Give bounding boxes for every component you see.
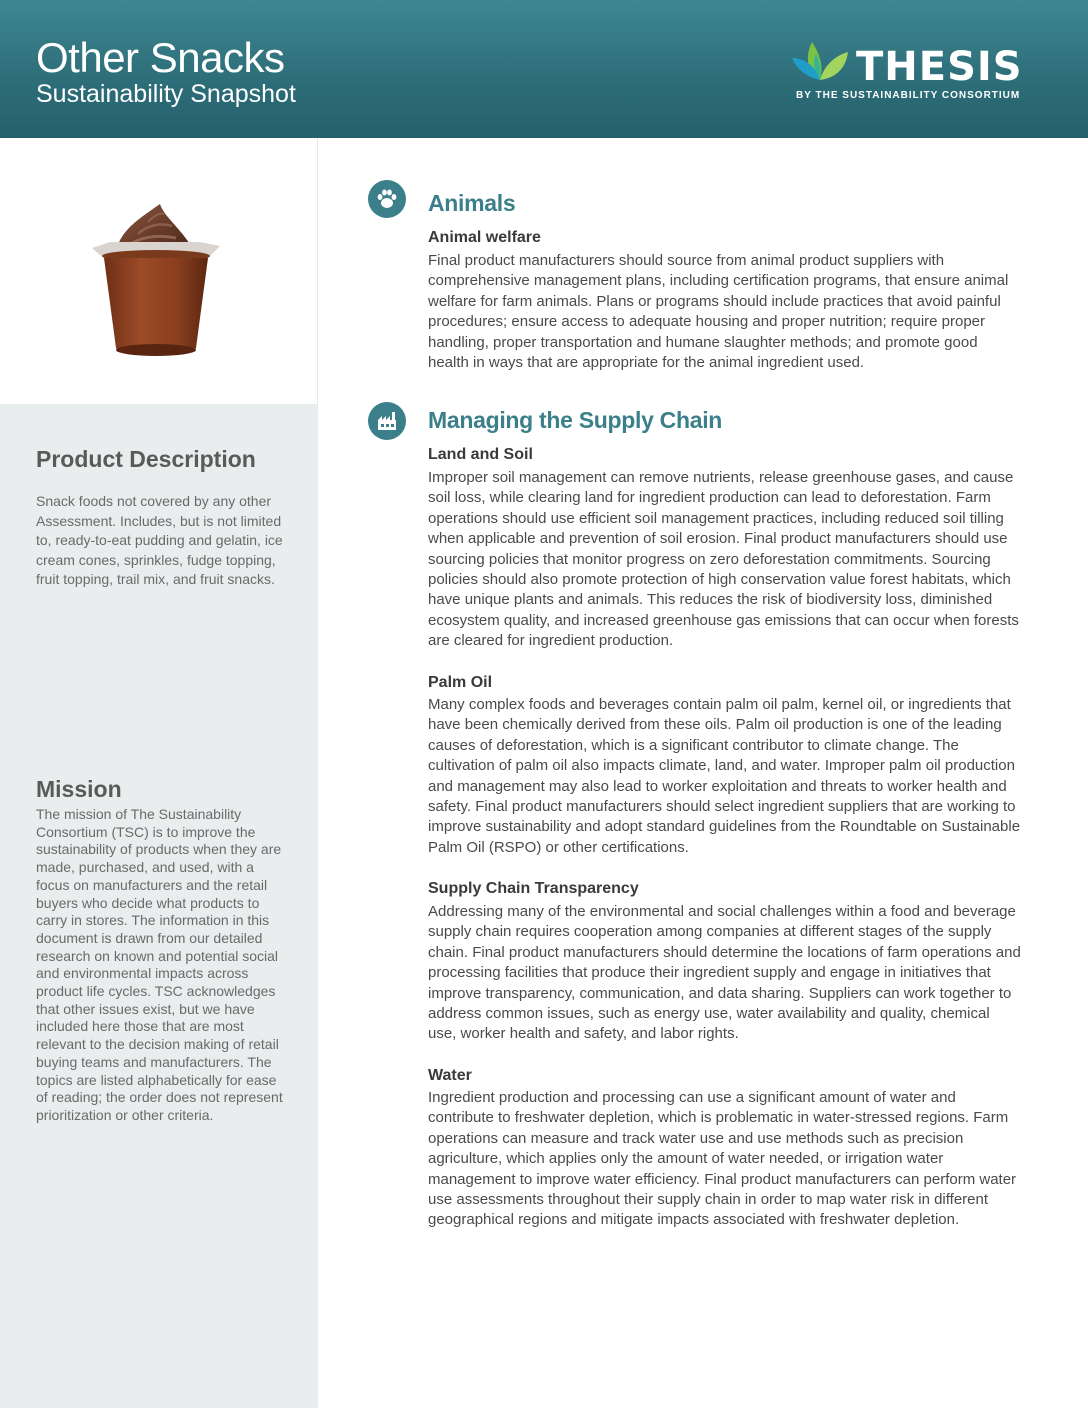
water-heading: Water	[428, 1067, 472, 1084]
page-subtitle: Sustainability Snapshot	[36, 80, 296, 108]
mission-text: The mission of The Sustainability Consortium (TSC) is to improve the sustainability of products when they are made, purchased, and used, with a focus on manufacturers and the retail buyers who decide what products to carry in stores. The information in this document is drawn from our detailed research on known and potential social and environmental impacts across product life cycles. TSC acknowledges that other issues exist, but we have included here those that are most relevant to the decision making of retail buying teams and manufacturers. The topics are listed alphabetically for ease of reading; the order does not represent prioritization or other criteria.	[36, 806, 283, 1123]
product-description-heading: Product Description	[36, 446, 256, 472]
logo-wordmark: THESIS	[856, 44, 1023, 90]
palm-oil-text: Many complex foods and beverages contain palm oil palm, kernel oil, or ingredients that have been chemically derived from these oils. Palm oil production is one of the leading causes of deforestation, which is a significant contributor to climate change. The cultivation of palm oil also impacts climate, land, and water. Improper palm oil production and management may also lead to worker exploitation and threats to worker health and safety. Final product manufacturers should select ingredient suppliers that are working to improve sustainability and adopt standard guidelines from the Roundtable on Sustainable Palm Oil (RSPO) or other certifications.	[428, 696, 1021, 856]
section-title-animals: Animals	[428, 190, 516, 216]
page-header	[0, 0, 1088, 138]
pudding-cup-image	[80, 200, 230, 362]
land-soil-text: Improper soil management can remove nutrients, release greenhouse gases, and cause soil loss, while clearing land for ingredient production can lead to deforestation. Farm operations should use efficient soil management practices, including reduced soil tilling when applicable and prevention of soil erosion. Final product manufacturers should use sourcing policies that monitor progress on zero deforestation commitments. Sourcing policies should also promote protection of high conservation value forest habitats, which have unique plants and animals. This reduces the risk of biodiversity loss, diminished ecosystem quality, and increased greenhouse gas emissions that can occur when forests are cleared for ingredient production.	[428, 469, 1019, 650]
water-text: Ingredient production and processing can use a significant amount of water and contribute to freshwater depletion, which is problematic in water-stressed regions. Farm operations can measure and track water use and use methods such as precision agriculture, which applies only the amount of water needed, or irrigation water management to improve water efficiency. Final product manufacturers can perform water use assessments throughout their supply chain in order to map water risk in different geographical regions and mitigate impacts associated with freshwater depletion.	[428, 1089, 1017, 1229]
animal-welfare-heading: Animal welfare	[428, 229, 541, 246]
mission-heading: Mission	[36, 776, 122, 802]
paw-icon	[368, 180, 406, 218]
factory-icon	[368, 402, 406, 440]
land-soil-heading: Land and Soil	[428, 446, 533, 463]
leaf-logo-icon	[790, 36, 852, 86]
animal-welfare-text: Final product manufacturers should source from animal product suppliers with comprehensive management plans, including certification programs, that ensure animal welfare for farm animals. Plans or programs should include practices that avoid painful procedures; ensure access to adequate housing and proper nutrition; require proper handling, proper transportation and humane slaughter methods; and promote good health in ways that are appropriate for the animal ingredient used.	[428, 252, 1009, 372]
section-title-supply-chain: Managing the Supply Chain	[428, 407, 723, 433]
transparency-heading: Supply Chain Transparency	[428, 880, 639, 897]
product-description-text: Snack foods not covered by any other Assessment. Includes, but is not limited to, ready-to-eat pudding and gelatin, ice cream cones, sprinkles, fudge topping, fruit topping, trail mix, and fruit snacks.	[36, 493, 283, 587]
palm-oil-heading: Palm Oil	[428, 674, 493, 691]
thesis-logo	[790, 36, 1030, 106]
logo-tagline: BY THE SUSTAINABILITY CONSORTIUM	[796, 90, 1021, 101]
page-title: Other Snacks	[36, 34, 285, 81]
transparency-text: Addressing many of the environmental and social challenges within a food and beverage supply chain requires cooperation among companies at different stages of the supply chain. Final product manufacturers should determine the locations of farm operations and processing facilities that produce their ingredient supply and engage in initiatives that improve transparency, communication, and data sharing. Suppliers can work together to address common issues, such as energy use, water availability and quality, chemical use, worker health and safety, and labor rights.	[428, 903, 1021, 1043]
